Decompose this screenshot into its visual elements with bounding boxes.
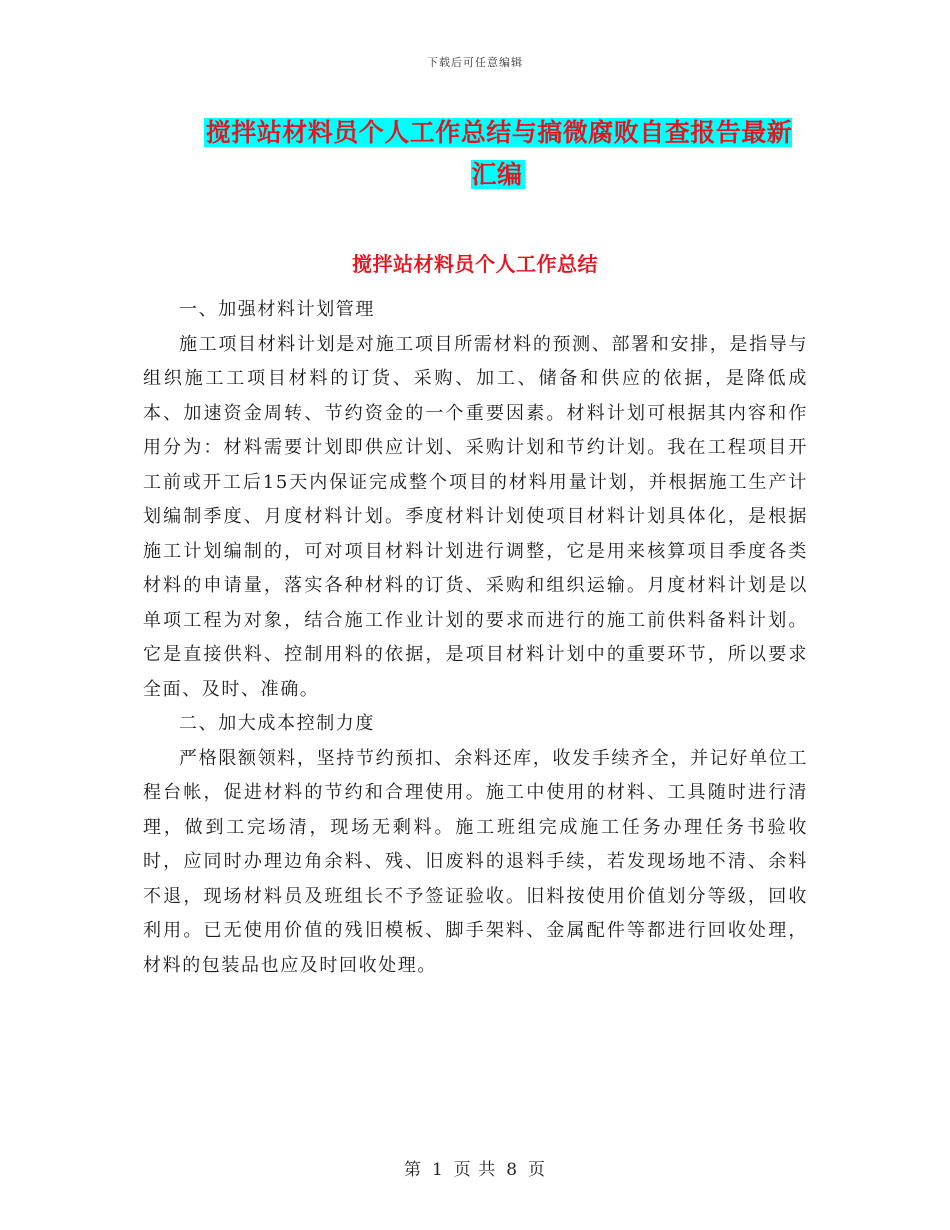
heading-cost-control: 二、加大成本控制力度 xyxy=(179,713,375,734)
page-footer xyxy=(0,1155,950,1180)
section-title: 搅拌站材料员个人工作总结 xyxy=(352,252,598,276)
footer-page-total: 8 xyxy=(506,1160,519,1180)
heading-plan-management: 一、加强材料计划管理 xyxy=(179,299,375,320)
document-title xyxy=(192,112,804,196)
document-title-text: 搅拌站材料员个人工作总结与搞微腐败自查报告最新汇编 xyxy=(205,118,793,189)
footer-label-mid: 页 共 xyxy=(453,1160,497,1180)
paragraph-cost-control: 严格限额领料，坚持节约预扣、余料还库，收发手续齐全，并记好单位工程台帐，促进材料的节约和合理使用。施工中使用的材料、工具随时进行清理，做到工完场清，现场无剩料。施工班组完成施工任务办理任务书验收时，应同时办理边角余料、残、旧废料的退料手续，若发现场地不清、余料不退，现场材料员及班组长不予签证验收。旧料按使用价值划分等级，回收利用。已无使用价值的残旧模板、脚手架料、金属配件等都进行回收处理，材料的包装品也应及时回收处理。 xyxy=(143,747,808,976)
page-header-note: 下载后可任意编辑 xyxy=(427,56,523,69)
footer-label-pre: 第 xyxy=(403,1160,422,1180)
footer-page-current: 1 xyxy=(431,1160,444,1180)
paragraph-plan-management: 施工项目材料计划是对施工项目所需材料的预测、部署和安排，是指导与组织施工工项目材料的订货、采购、加工、储备和供应的依据，是降低成本、加速资金周转、节约资金的一个重要因素。材料计划可根据其内容和作用分为：材料需要计划即供应计划、采购计划和节约计划。我在工程项目开工前或开工后15天内保证完成整个项目的材料用量计划，并根据施工生产计划编制季度、月度材料计划。季度材料计划使项目材料计划具体化，是根据施工计划编制的，可对项目材料计划进行调整，它是用来核算项目季度各类材料的申请量，落实各种材料的订货、采购和组织运输。月度材料计划是以单项工程为对象，结合施工作业计划的要求而进行的施工前供料备料计划。它是直接供料、控制用料的依据，是项目材料计划中的重要环节，所以要求全面、及时、准确。 xyxy=(143,333,808,700)
footer-label-post: 页 xyxy=(528,1160,547,1180)
document-body xyxy=(143,293,808,983)
